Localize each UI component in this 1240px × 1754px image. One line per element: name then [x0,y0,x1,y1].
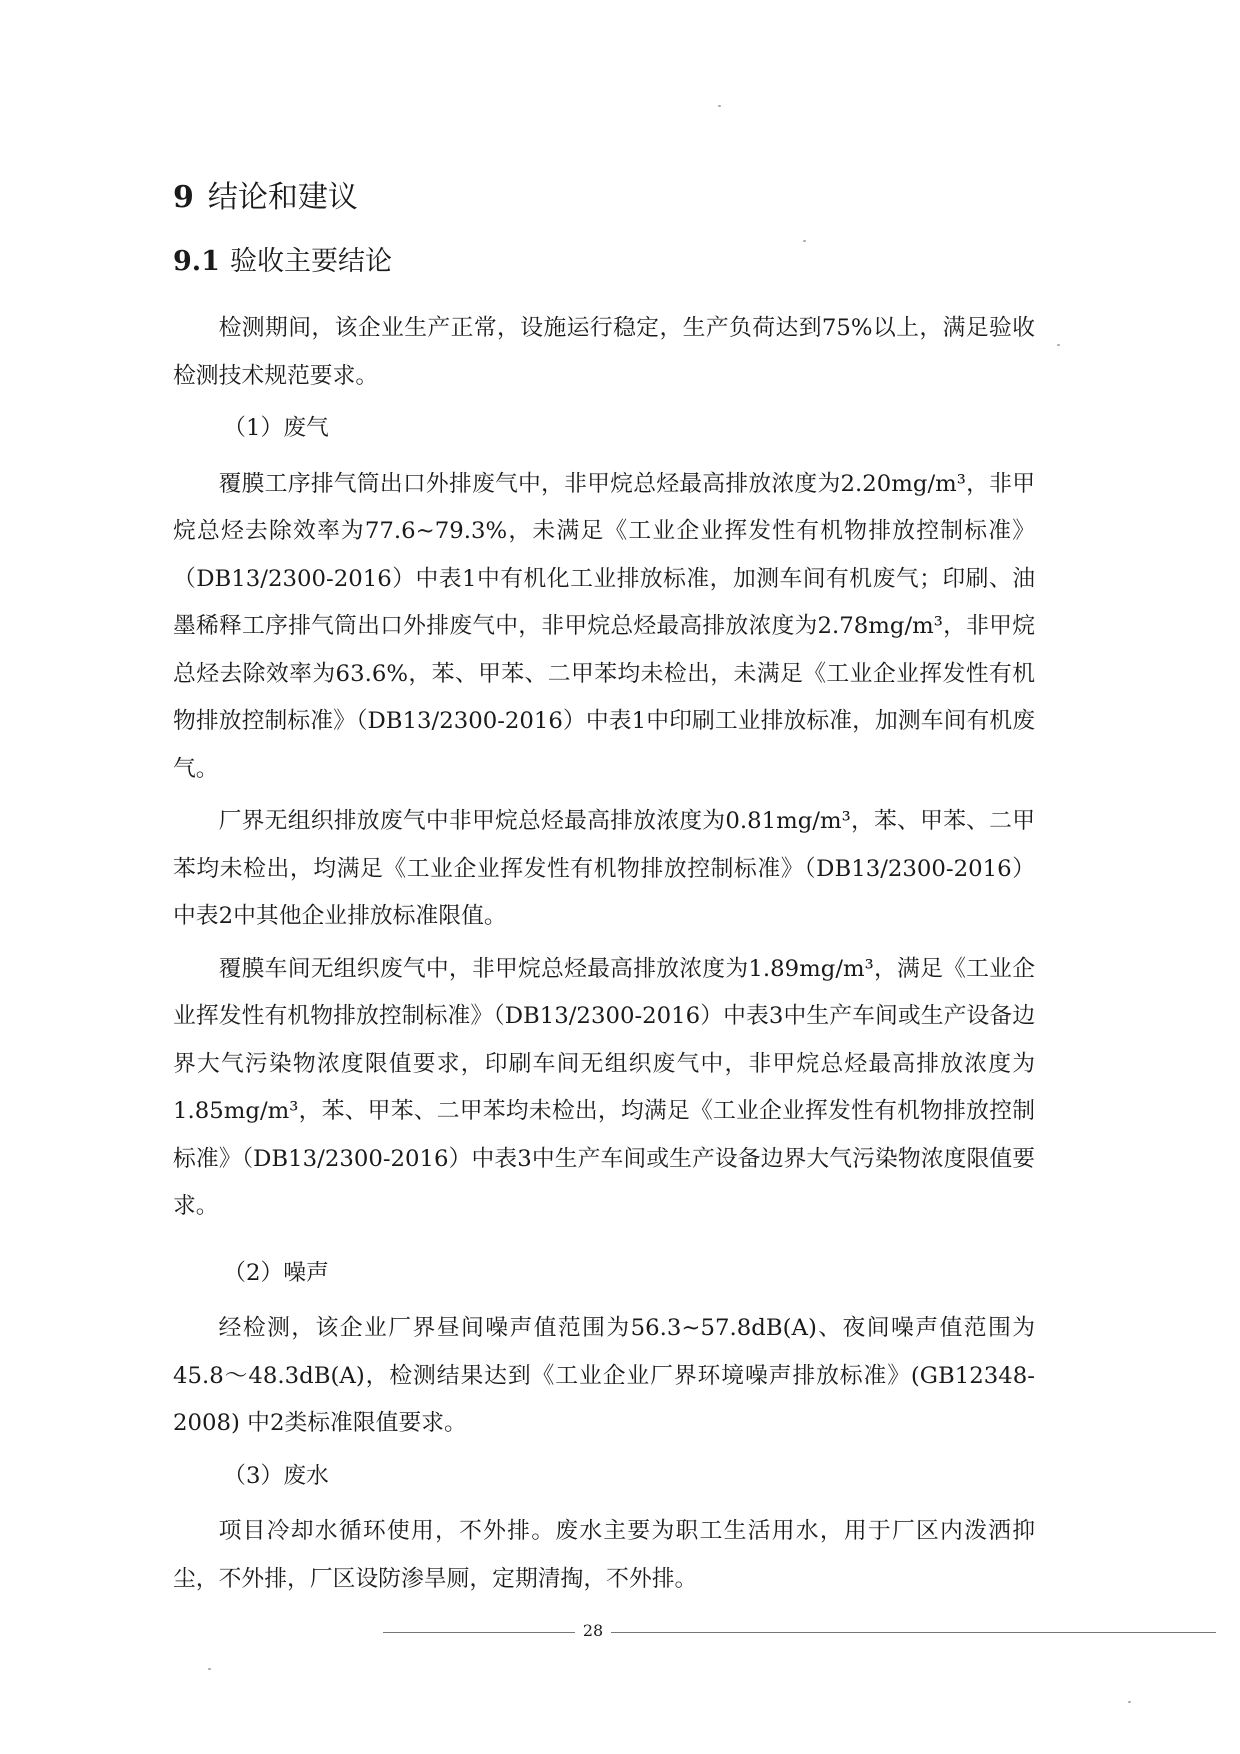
waste-gas-paragraph-3: 覆膜车间无组织废气中，非甲烷总烃最高排放浓度为1.89mg/m³，满足《工业企业挥发性有机物排放控制标准》（DB13/2300-2016）中表3中生产车间或生产设备边界大气污染物浓度限值要求，印刷车间无组织废气中，非甲烷总烃最高排放浓度为1.85mg/m³，苯、甲苯、二甲苯均未检出，均满足《工业企业挥发性有机物排放控制标准》（DB13/2300-2016）中表3中生产车间或生产设备边界大气污染物浓度限值要求。 [173,955,1035,1219]
scan-speck [208,1668,211,1670]
waste-gas-paragraph-2: 厂界无组织排放废气中非甲烷总烃最高排放浓度为0.81mg/m³，苯、甲苯、二甲苯均未检出，均满足《工业企业挥发性有机物排放控制标准》（DB13/2300-2016）中表2中其他企业排放标准限值。 [173,808,1035,929]
waste-gas-label: （1）废气 [223,415,329,441]
waste-gas-paragraph-1: 覆膜工序排气筒出口外排废气中，非甲烷总烃最高排放浓度为2.20mg/m³，非甲烷总烃去除效率为77.6~79.3%，未满足《工业企业挥发性有机物排放控制标准》（DB13/2300-2016）中表1中有机化工业排放标准，加测车间有机废气；印刷、油墨稀释工序排气筒出口外排废气中，非甲烷总烃最高排放浓度为2.78mg/m³，非甲烷总烃去除效率为63.6%，苯、甲苯、二甲苯均未检出，未满足《工业企业挥发性有机物排放控制标准》（DB13/2300-2016）中表1中印刷工业排放标准，加测车间有机废气。 [173,470,1035,782]
noise-label: （2）噪声 [223,1259,329,1286]
intro-paragraph: 检测期间，该企业生产正常，设施运行稳定，生产负荷达到75%以上，满足验收检测技术规范要求。 [173,315,1035,389]
section-heading [173,240,392,284]
chapter-heading [173,174,358,222]
noise-paragraph: 经检测，该企业厂界昼间噪声值范围为56.3~57.8dB(A)、夜间噪声值范围为45.8～48.3dB(A)，检测结果达到《工业企业厂界环境噪声排放标准》(GB12348-2008) 中2类标准限值要求。 [173,1315,1035,1436]
scan-speck [718,105,721,107]
waste-water-label: （3）废水 [223,1462,329,1489]
page-number: 28 [582,1621,604,1640]
section-number: 9.1 [173,246,220,277]
scan-speck [1128,1701,1131,1703]
document-body [173,305,1035,1608]
section-title: 验收主要结论 [229,246,392,277]
scan-speck [803,240,806,242]
scan-speck [1057,344,1060,346]
chapter-number: 9 [173,180,194,215]
footer-rule-right [611,1632,1216,1633]
chapter-title: 结论和建议 [207,180,358,215]
footer-rule-left [383,1632,575,1633]
waste-water-paragraph: 项目冷却水循环使用，不外排。废水主要为职工生活用水，用于厂区内泼洒抑尘，不外排，厂区设防渗旱厕，定期清掏，不外排。 [173,1518,1035,1592]
